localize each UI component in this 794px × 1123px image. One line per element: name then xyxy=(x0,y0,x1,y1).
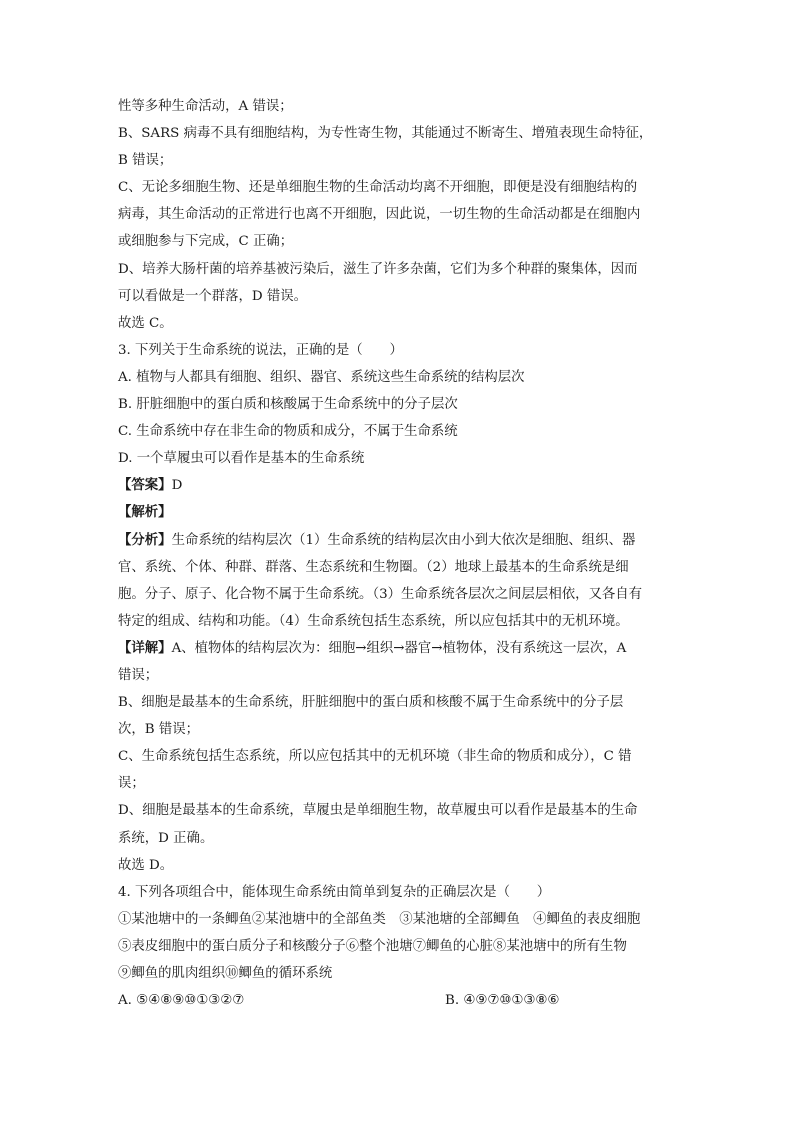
text-line: 错误； xyxy=(118,667,159,683)
text-line: B 错误； xyxy=(118,153,173,169)
question-items: ①某池塘中的一条鲫鱼②某池塘中的全部鱼类 ③某池塘的全部鲫鱼 ④鲫鱼的表皮细胞 xyxy=(118,911,641,927)
question-items: ⑨鲫鱼的肌肉组织⑩鲫鱼的循环系统 xyxy=(118,966,333,981)
answer-line xyxy=(118,472,678,499)
xiangjie-first: A、植物体的结构层次为：细胞→组织→器官→植物体，没有系统这一层次，A xyxy=(171,640,627,656)
options-row xyxy=(118,987,678,1014)
xiangjie-tag: 【详解】 xyxy=(118,639,172,656)
text-line: 系统，D 正确。 xyxy=(118,830,214,846)
option-a: A. ⑤④⑧⑨⑩①③②⑦ xyxy=(118,993,245,1009)
text-line: C、无论多细胞生物、还是单细胞生物的生命活动均离不开细胞，即便是没有细胞结构的 xyxy=(118,180,638,196)
document-body xyxy=(118,93,678,1014)
xiangjie-line xyxy=(118,635,678,662)
fenxi-first: 生命系统的结构层次（1）生命系统的结构层次由小到大依次是细胞、组织、器 xyxy=(171,532,636,548)
option-d: D. 一个草履虫可以看作是基本的生命系统 xyxy=(118,451,365,467)
question-items: ⑤表皮细胞中的蛋白质分子和核酸分子⑥整个池塘⑦鲫鱼的心脏⑧某池塘中的所有生物 xyxy=(118,938,627,954)
text-line: 特定的组成、结构和功能。（4）生命系统包括生态系统，所以应包括其中的无机环境。 xyxy=(118,613,629,629)
analysis-tag: 【解析】 xyxy=(118,504,172,521)
answer-tag: 【答案】 xyxy=(118,477,172,494)
option-b: B. ④⑨⑦⑩①③⑧⑥ xyxy=(445,993,560,1009)
answer-value: D xyxy=(171,478,183,494)
text-line: B、细胞是最基本的生命系统，肝脏细胞中的蛋白质和核酸不属于生命系统中的分子层 xyxy=(118,695,624,711)
text-line: 故选 C。 xyxy=(118,315,173,331)
option-a: A. 植物与人都具有细胞、组织、器官、系统这些生命系统的结构层次 xyxy=(118,369,525,385)
text-line: 性等多种生命活动，A 错误； xyxy=(118,99,293,114)
fenxi-line xyxy=(118,527,678,554)
text-line: D、细胞是最基本的生命系统，草履虫是单细胞生物，故草履虫可以看作是最基本的生命 xyxy=(118,803,638,819)
text-line: 次，B 错误； xyxy=(118,722,200,738)
text-line: C、生命系统包括生态系统，所以应包括其中的无机环境（非生命的物质和成分），C 错 xyxy=(118,749,632,765)
fenxi-tag: 【分析】 xyxy=(118,531,172,548)
question-stem: 3. 下列关于生命系统的说法，正确的是（ ） xyxy=(118,342,403,358)
option-b: B. 肝脏细胞中的蛋白质和核酸属于生命系统中的分子层次 xyxy=(118,397,458,413)
analysis-line xyxy=(118,499,678,526)
text-line: 胞。分子、原子、化合物不属于生命系统。（3）生命系统各层次之间层层相依，又各自有 xyxy=(118,586,643,602)
option-c: C. 生命系统中存在非生命的物质和成分，不属于生命系统 xyxy=(118,424,458,440)
text-line: B、SARS 病毒不具有细胞结构，为专性寄生物，其能通过不断寄生、增殖表现生命特征， xyxy=(118,126,653,142)
text-line: 可以看做是一个群落，D 错误。 xyxy=(118,288,308,304)
text-line: 病毒，其生命活动的正常进行也离不开细胞，因此说，一切生物的生命活动都是在细胞内 xyxy=(118,207,641,223)
text-line: 官、系统、个体、种群、群落、生态系统和生物圈。（2）地球上最基本的生命系统是细 xyxy=(118,559,629,575)
text-line: D、培养大肠杆菌的培养基被污染后，滋生了许多杂菌，它们为多个种群的聚集体，因而 xyxy=(118,261,638,277)
text-line: 或细胞参与下完成，C 正确； xyxy=(118,234,294,250)
text-line: 误； xyxy=(118,776,145,792)
question-stem: 4. 下列各项组合中，能体现生命系统由简单到复杂的正确层次是（ ） xyxy=(118,884,551,900)
text-line: 故选 D。 xyxy=(118,857,174,873)
